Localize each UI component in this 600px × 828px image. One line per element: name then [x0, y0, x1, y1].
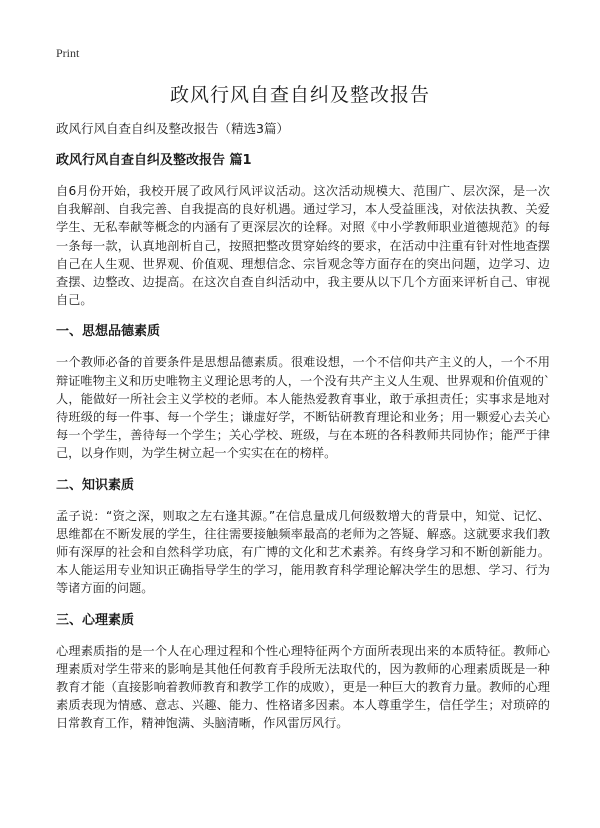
print-link[interactable]: Print	[56, 46, 80, 60]
section-heading-psychology: 三、心理素质	[56, 612, 135, 628]
article-heading: 政风行风自查自纠及整改报告 篇1	[56, 153, 252, 168]
intro-paragraph: 自6月份开始，我校开展了政风行风评议活动。这次活动规模大、范围广、层次深，是一次自我解剖、自我完善、自我提高的良好机遇。通过学习，本人受益匪浅，对依法执教、关爱学生、无私奉献等概念的内涵有了更深层次的诠释。对照《中小学教师职业道德规范》的每一条每一款，认真地剖析自己，按照把整改贯穿始终的要求，在活动中注重有针对性地查摆自己在人生观、世界观、价值观、理想信念、宗旨观念等方面存在的突出问题，边学习、边查摆、边整改、边提高。在这次自查自纠活动中，我主要从以下几个方面来评析自己、审视自己。	[56, 184, 550, 308]
section-body-psychology: 心理素质指的是一个人在心理过程和个性心理特征两个方面所表现出来的本质特征。教师心理素质对学生带来的影响是其他任何教育手段所无法取代的，因为教师的心理素质既是一种教育才能（直接影响着教师教育和教学工作的成败），更是一种巨大的教育力量。教师的心理素质表现为情感、意志、兴趣、能力、性格诸多因素。本人尊重学生，信任学生；对琐碎的日常教育工作，精神饱满、头脑清晰，作风雷厉风行。	[56, 643, 550, 731]
section-body-moral: 一个教师必备的首要条件是思想品德素质。很难设想，一个不信仰共产主义的人，一个不用辩证唯物主义和历史唯物主义理论思考的人，一个没有共产主义人生观、世界观和价值观的`人，能做好一所社会主义学校的老师。本人能热爱教育事业，敢于承担责任；实事求是地对待班级的每一件事、每一个学生；谦虚好学，不断钻研教育理论和业务；用一颗爱心去关心每一个学生，善待每一个学生；关心学校、班级，与在本班的各科教师共同协作；能严于律己，以身作则，为学生树立起一个实实在在的榜样。	[56, 355, 550, 461]
page-title: 政风行风自查自纠及整改报告	[169, 84, 430, 106]
document-subtitle: 政风行风自查自纠及整改报告（精选3篇）	[56, 121, 289, 136]
section-heading-moral: 一、思想品德素质	[56, 324, 161, 340]
section-heading-knowledge: 二、知识素质	[56, 477, 135, 493]
section-body-knowledge: 孟子说：“资之深，则取之左右逢其源。”在信息量成几何级数增大的背景中，知觉、记忆、思维都在不断发展的学生，往往需要接触频率最高的老师为之答疑、解惑。这就要求我们教师有深厚的社会和自然科学功底，有广博的文化和艺术素养。有终身学习和不断创新能力。本人能运用专业知识正确指导学生的学习，能用教育科学理论解决学生的思想、学习、行为等诸方面的问题。	[56, 508, 550, 596]
document-body	[56, 120, 550, 747]
